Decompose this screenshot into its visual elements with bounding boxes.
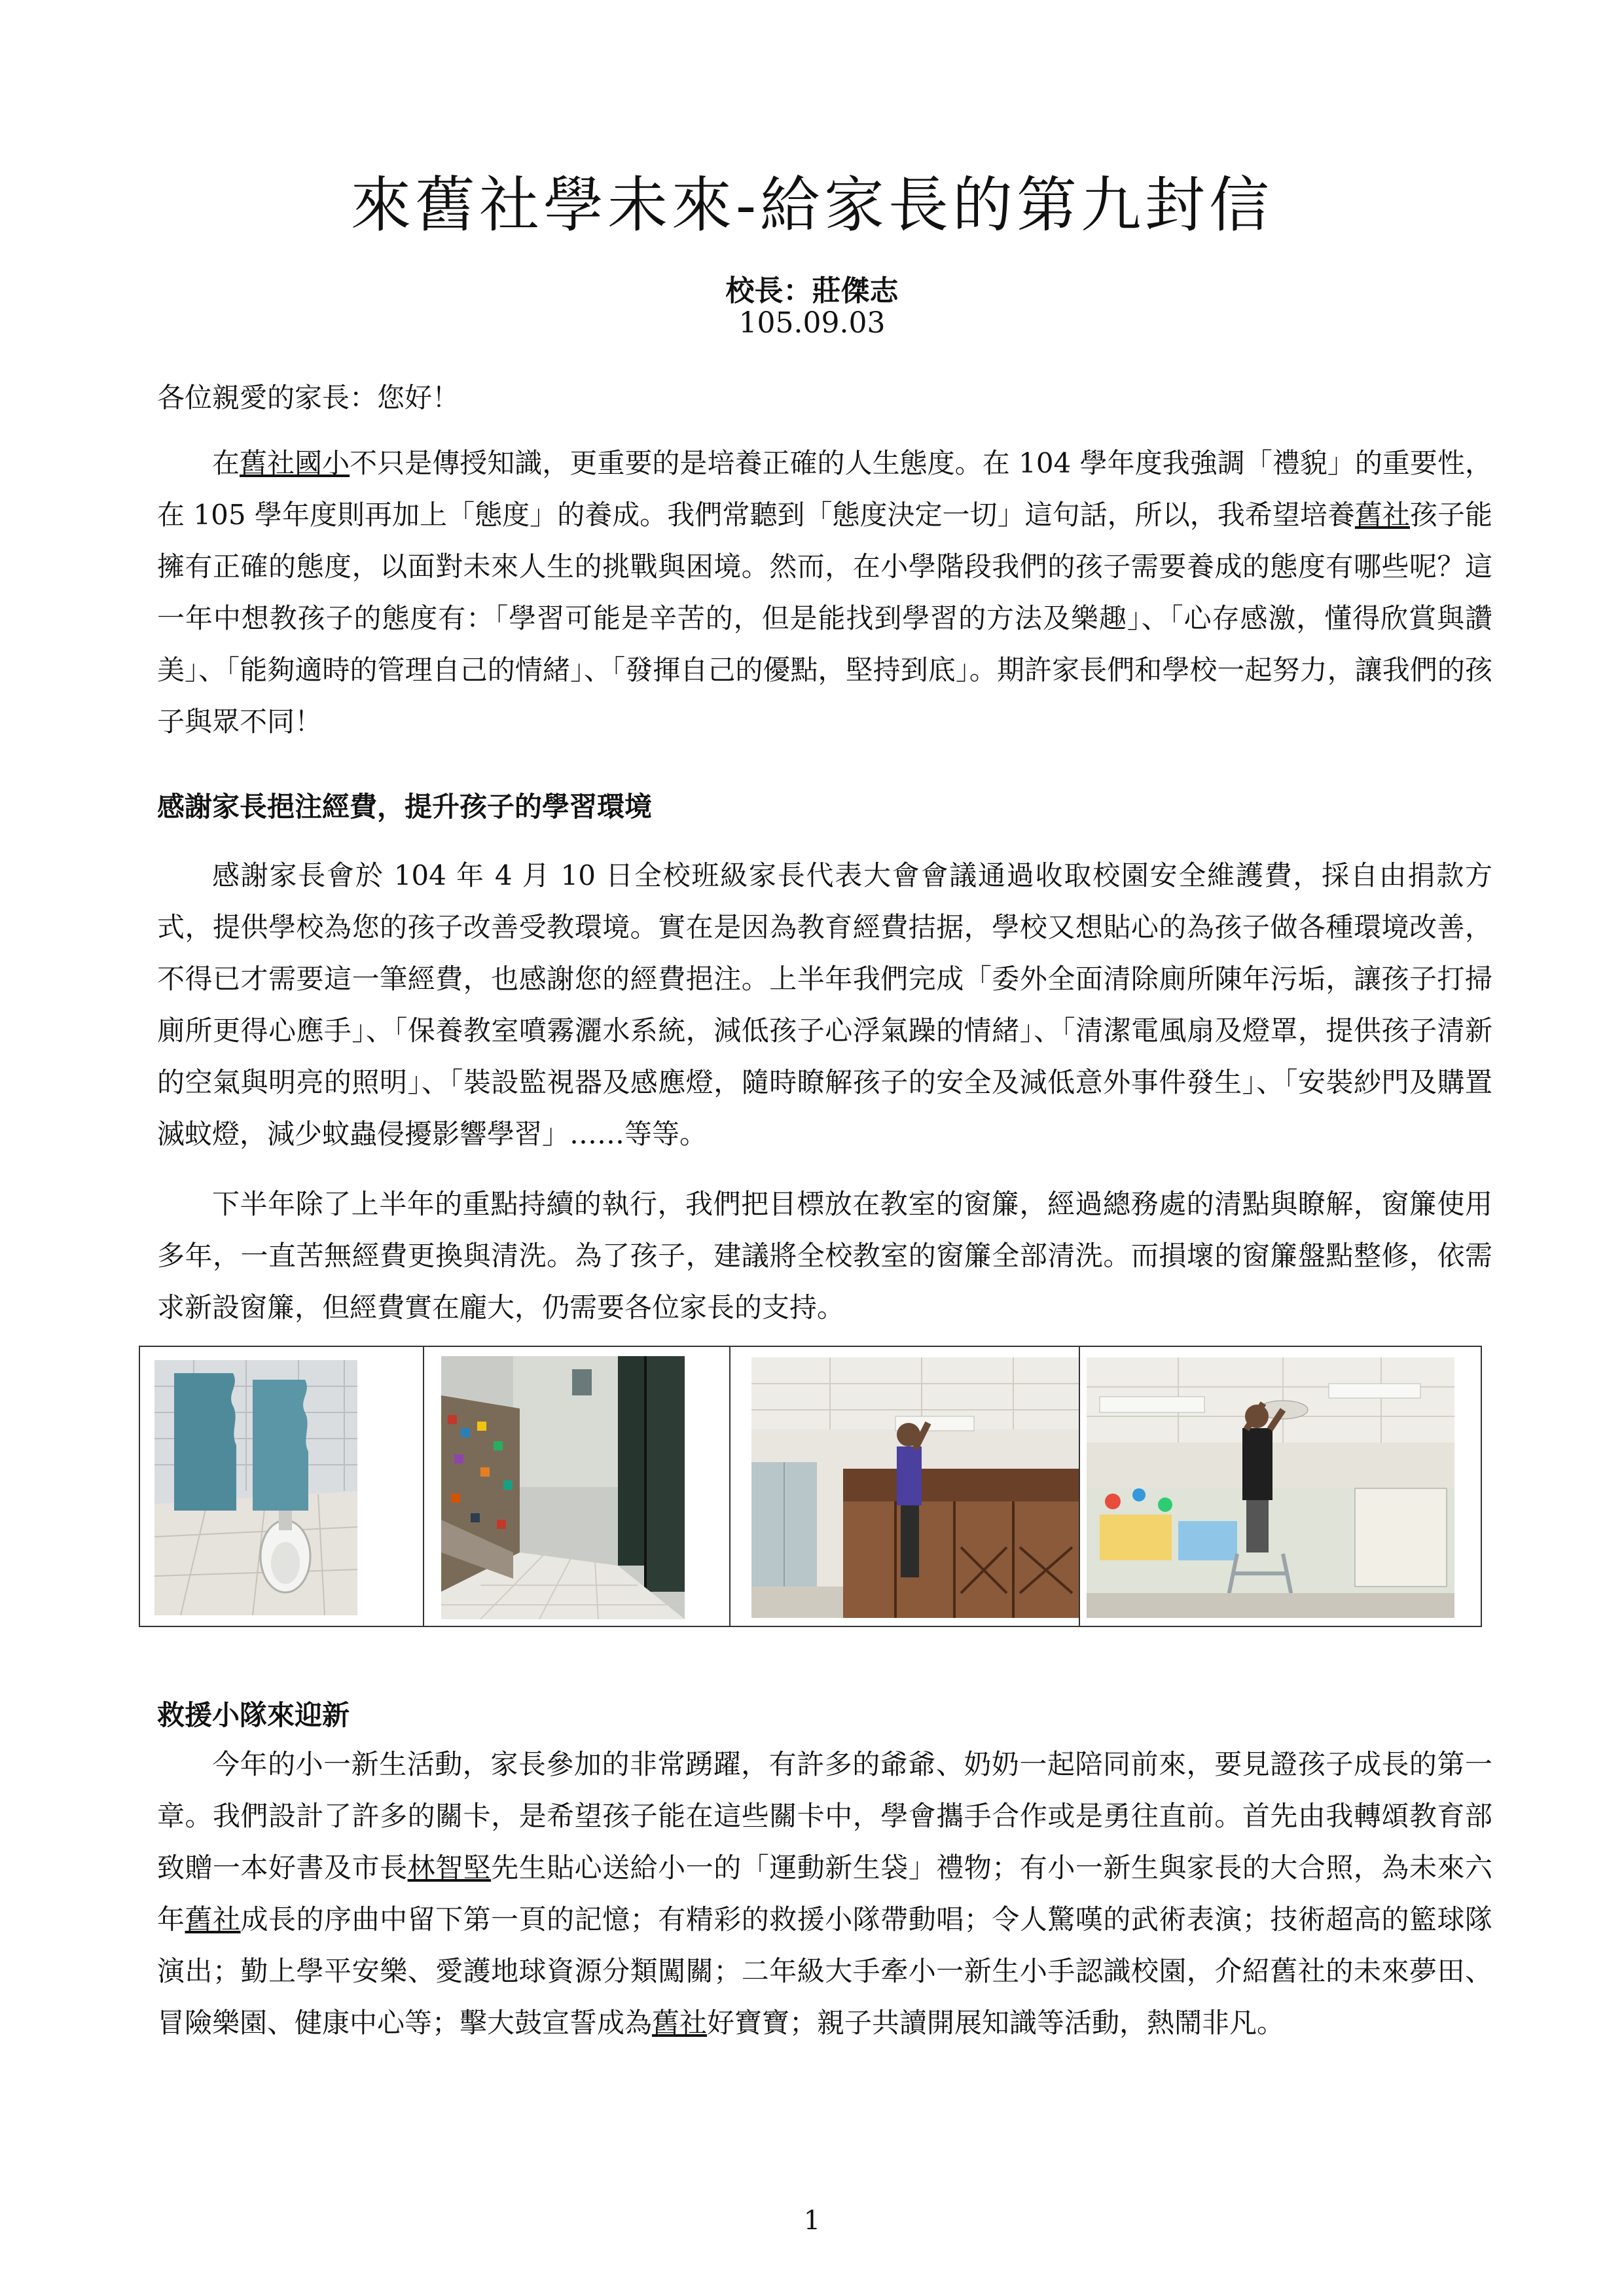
- welcome-text-4: 好寶寶；親子共讀開展知識等活動，熱鬧非凡。: [707, 2007, 1285, 2039]
- document-title: 來舊社學未來-給家長的第九封信: [350, 170, 1274, 240]
- greeting: 各位親愛的家長：您好！: [157, 382, 460, 414]
- intro-paragraph: [157, 437, 1492, 747]
- intro-text-3: 孩子能擁有正確的態度，以面對未來人生的挑戰與困境。然而，在小學階段我們的孩子需要養成的態度有哪些呢？這一年中想教孩子的態度有：「學習可能是辛苦的，但是能找到學習的方法及樂趣」、「心存感激，懂得欣賞與讚美」、「能夠適時的管理自己的情緒」、「發揮自己的優點，堅持到底」。期許家長們和學校一起努力，讓我們的孩子與眾不同！: [157, 499, 1492, 738]
- welcome-text-3: 成長的序曲中留下第一頁的記憶；有精彩的救援小隊帶動唱；令人驚嘆的武術表演；技術超高的籃球隊演出；勤上學平安樂、愛護地球資源分類闖關；二年級大手牽小一新生小手認識校園，介紹舊社的未來夢田、冒險樂園、健康中心等；擊大鼓宣誓成為: [157, 1903, 1492, 2039]
- mayor-name: 林智堅: [407, 1852, 492, 1884]
- school-name: 舊社國小: [240, 447, 350, 479]
- funding-paragraph-1: 感謝家長會於 104 年 4 月 10 日全校班級家長代表大會會議通過收取校園安全維護費，採自由捐款方式，提供學校為您的孩子改善受教環境。實在是因為教育經費拮据，學校又想貼心的為孩子做各種環境改善，不得已才需要這一筆經費，也感謝您的經費挹注。上半年我們完成「委外全面清除廁所陳年污垢，讓孩子打掃廁所更得心應手」、「保養教室噴霧灑水系統，減低孩子心浮氣躁的情緒」、「清潔電風扇及燈罩，提供孩子清新的空氣與明亮的照明」、「裝設監視器及感應燈，隨時瞭解孩子的安全及減低意外事件發生」、「安裝紗門及購置滅蚊燈，減少蚊蟲侵擾影響學習」……等等。: [157, 859, 1492, 1150]
- classroom-light-cleaning-photo: [1087, 1357, 1454, 1618]
- author-line: 校長：莊傑志: [725, 274, 899, 308]
- school-short-name: 舊社: [185, 1903, 241, 1935]
- restroom-corridor-photo: [441, 1356, 685, 1619]
- table-divider: [423, 1347, 424, 1626]
- classroom-fan-cleaning-photo: [751, 1357, 1079, 1618]
- section-heading-welcome: 救援小隊來迎新: [157, 1699, 350, 1731]
- welcome-text-2: 先生貼心送給小一的「運動新生袋」禮物；有小一新生與家長的大合照，為未來六年: [157, 1852, 1492, 1935]
- restroom-urinal-photo: [154, 1360, 357, 1615]
- welcome-text-1: 今年的小一新生活動，家長參加的非常踴躍，有許多的爺爺、奶奶一起陪同前來，要見證孩子成長的第一章。我們設計了許多的關卡，是希望孩子能在這些關卡中，學會攜手合作或是勇往直前。首先由我轉頌教育部致贈一本好書及市長: [157, 1748, 1492, 1884]
- school-short-name: 舊社: [652, 2007, 708, 2039]
- table-divider: [729, 1347, 731, 1626]
- intro-text-1: 在: [212, 447, 240, 479]
- table-divider: [1079, 1347, 1080, 1626]
- school-short-name: 舊社: [1354, 499, 1410, 531]
- welcome-paragraph: [157, 1738, 1492, 2049]
- photo-table: [139, 1346, 1482, 1627]
- section-heading-funding: 感謝家長挹注經費，提升孩子的學習環境: [157, 791, 653, 823]
- page-number: 1: [803, 2206, 821, 2236]
- date-line: 105.09.03: [738, 306, 886, 340]
- funding-paragraph-2: 下半年除了上半年的重點持續的執行，我們把目標放在教室的窗簾，經過總務處的清點與瞭解，窗簾使用多年，一直苦無經費更換與清洗。為了孩子，建議將全校教室的窗簾全部清洗。而損壞的窗簾盤點整修，依需求新設窗簾，但經費實在龐大，仍需要各位家長的支持。: [157, 1188, 1492, 1323]
- intro-text-2: 不只是傳授知識，更重要的是培養正確的人生態度。在 104 學年度我強調「禮貌」的重要性，在 105 學年度則再加上「態度」的養成。我們常聽到「態度決定一切」這句話，所以，我希望培養: [157, 447, 1492, 531]
